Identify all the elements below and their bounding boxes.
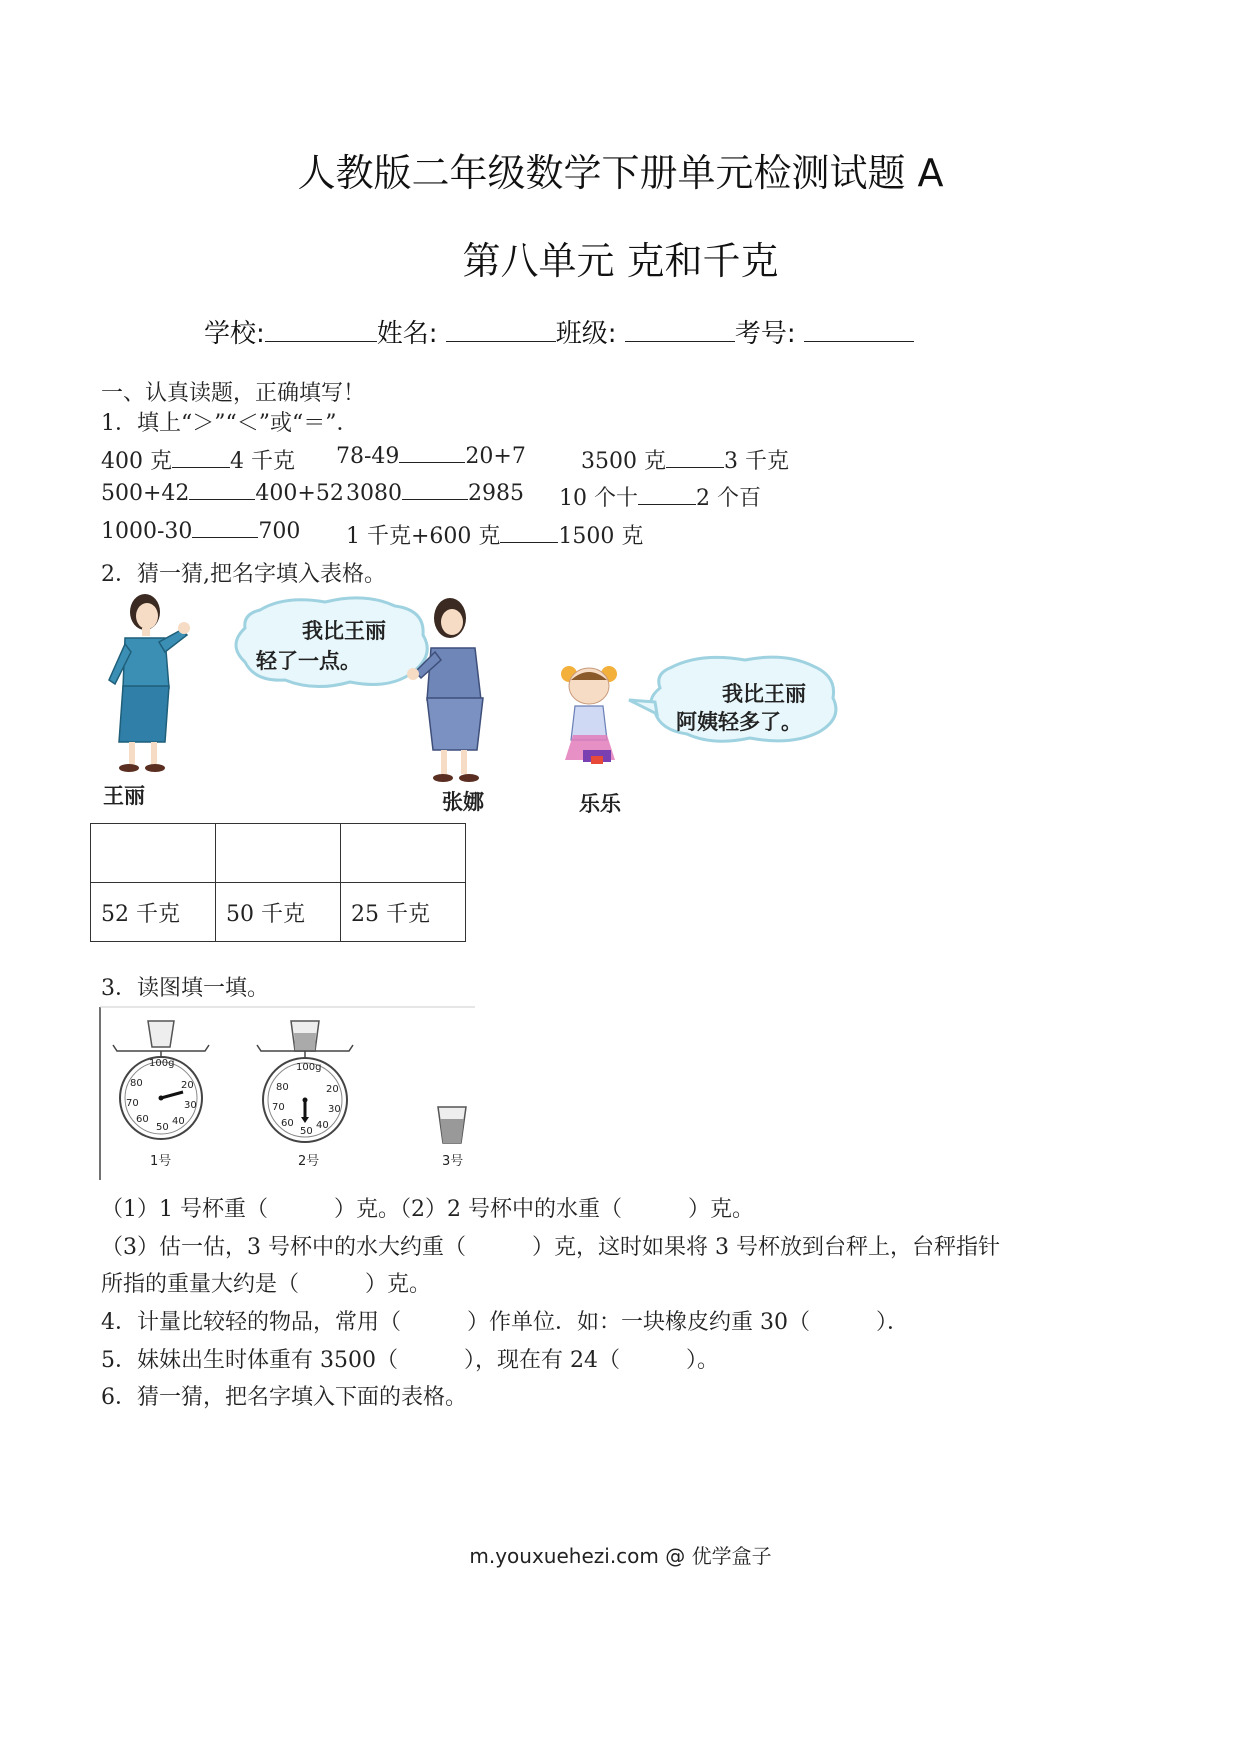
dial-50: 50 [156,1122,169,1133]
scale-caption-3: 3号 [442,1154,464,1169]
weight-cell: 25 千克 [341,883,466,942]
bubble2-line2: 阿姨轻多了。 [676,710,802,734]
exam-no-label: 考号: [734,319,796,349]
page-subtitle: 第八单元 克和千克 [462,239,779,283]
dial-80: 80 [276,1082,289,1093]
q1-prompt: 1．填上“＞”“＜”或“＝”． [101,411,359,436]
q3-line2: （3）估一估，3 号杯中的水大约重（ ）克，这时如果将 3 号杯放到台秤上，台秤指针 [101,1235,1000,1260]
scale-caption-1: 1号 [150,1154,172,1169]
q6-text: 6．猜一猜，把名字填入下面的表格。 [101,1385,467,1410]
dial-30: 30 [184,1100,197,1111]
answer-blank[interactable] [399,461,465,463]
dial-30: 30 [328,1104,341,1115]
q2-prompt: 2．猜一猜,把名字填入表格。 [101,562,386,587]
answer-blank[interactable] [402,498,468,500]
q3-line3: 所指的重量大约是（ ）克。 [101,1272,432,1297]
compare-item: 3080 2985 [346,481,524,506]
compare-item: 500+42 400+52 [101,481,344,506]
wangli-figure [109,594,190,772]
compare-item: 1 千克+600 克 1500 克 [346,524,644,549]
table-row [91,883,466,942]
answer-blank[interactable] [500,541,558,543]
bubble1-line1: 我比王丽 [302,619,386,643]
scale-2 [257,1021,353,1142]
name-cell[interactable] [91,824,216,883]
footer-watermark: m.youxuehezi.com @ 优学盒子 [469,1544,772,1568]
dial-80: 80 [130,1078,143,1089]
q4-text: 4．计量比较轻的物品，常用（ ）作单位．如：一块橡皮约重 30（ ）． [101,1310,909,1335]
cup-3 [438,1107,466,1143]
name-blank[interactable] [446,340,556,342]
bubble1-line2: 轻了一点。 [256,649,361,673]
school-label: 学校: [204,319,265,349]
exam-no-blank[interactable] [804,340,914,342]
answer-blank[interactable] [172,466,230,468]
class-label: 班级: [555,319,617,349]
weight-cell: 50 千克 [216,883,341,942]
dial-100: 100g [149,1058,175,1069]
school-blank[interactable] [265,340,377,342]
compare-item: 1000-30 700 [101,519,301,544]
answer-blank[interactable] [189,498,255,500]
info-row [204,313,914,350]
compare-item: 10 个十 2 个百 [559,486,761,511]
q3-line1: （1）1 号杯重（ ）克。（2）2 号杯中的水重（ ）克。 [101,1197,754,1222]
table-row [91,824,466,883]
lele-figure [561,666,617,764]
weight-cell: 52 千克 [91,883,216,942]
dial-70: 70 [126,1098,139,1109]
name-label: 姓名: [376,319,438,349]
dial-50: 50 [300,1126,313,1137]
page-title: 人教版二年级数学下册单元检测试题 A [297,151,944,195]
class-blank[interactable] [625,340,735,342]
dial-20: 20 [181,1080,194,1091]
dial-60: 60 [136,1114,149,1125]
scale-caption-2: 2号 [298,1154,320,1169]
compare-item: 400 克 4 千克 [101,449,295,474]
dial-40: 40 [316,1120,329,1131]
weight-table [90,823,466,942]
answer-blank[interactable] [192,536,258,538]
name-wangli: 王丽 [103,784,145,808]
compare-item: 78-49 20+7 [336,444,526,469]
dial-60: 60 [281,1118,294,1129]
bubble2-line1: 我比王丽 [722,682,806,706]
dial-40: 40 [172,1116,185,1127]
q5-text: 5．妹妹出生时体重有 3500（ ），现在有 24（ ）。 [101,1348,719,1373]
name-lele: 乐乐 [579,792,621,816]
name-cell[interactable] [341,824,466,883]
q3-prompt: 3．读图填一填。 [101,976,269,1001]
dial-70: 70 [272,1102,285,1113]
answer-blank[interactable] [666,466,724,468]
dial-20: 20 [326,1084,339,1095]
name-cell[interactable] [216,824,341,883]
answer-blank[interactable] [638,503,696,505]
dial-100: 100g [296,1062,322,1073]
name-zhangna: 张娜 [442,790,484,814]
section-heading: 一、认真读题，正确填写！ [101,381,366,406]
compare-item: 3500 克 3 千克 [581,449,789,474]
